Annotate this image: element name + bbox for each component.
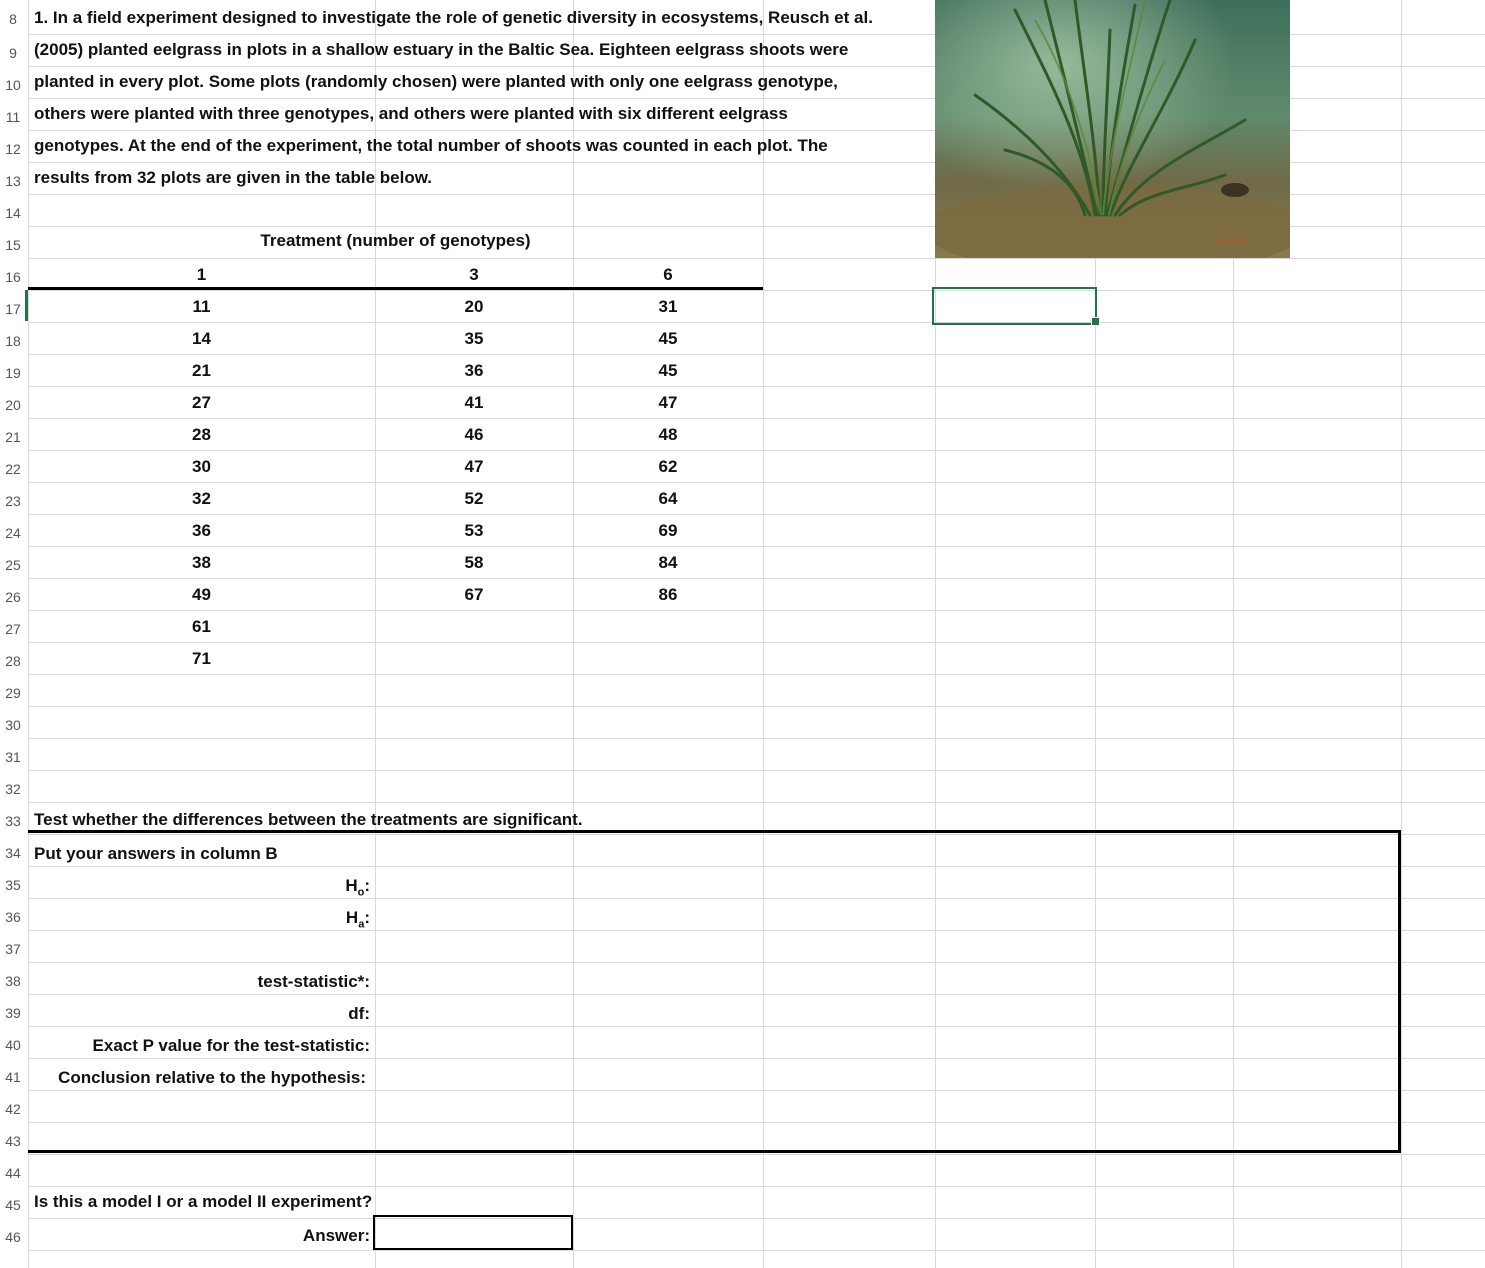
row-number[interactable]: 14 (5, 205, 21, 221)
active-row-indicator (25, 290, 28, 321)
row-number[interactable]: 45 (5, 1197, 21, 1213)
row-number[interactable]: 35 (5, 877, 21, 893)
answer-box-bottom (28, 1150, 1401, 1153)
model-question[interactable]: Is this a model I or a model II experiment? (34, 1192, 373, 1211)
row-number[interactable]: 20 (5, 397, 21, 413)
table-header[interactable]: 1 (196, 265, 207, 284)
row-number[interactable]: 11 (5, 109, 21, 125)
row-number[interactable]: 13 (5, 173, 21, 189)
gridline (28, 450, 1485, 451)
row-number[interactable]: 23 (5, 493, 21, 509)
svg-text:8.6.2007: 8.6.2007 (1217, 237, 1249, 246)
table-cell[interactable]: 53 (464, 521, 484, 540)
gridline (28, 738, 1485, 739)
gridline (28, 1090, 1485, 1091)
gridline (28, 994, 1485, 995)
gridline (28, 802, 1485, 803)
row-number[interactable]: 27 (5, 621, 21, 637)
row-number[interactable]: 10 (5, 77, 21, 93)
eelgrass-photo-icon (935, 0, 1290, 258)
intro-line[interactable]: genotypes. At the end of the experiment, the total number of shoots was counted in each plot. The (34, 136, 828, 155)
test-statistic-label[interactable]: test-statistic*: (257, 972, 370, 991)
row-number[interactable]: 43 (5, 1133, 21, 1149)
intro-line[interactable]: 1. In a field experiment designed to investigate the role of genetic diversity in ecosystems, Reusch et al. (34, 8, 873, 27)
table-cell[interactable]: 64 (658, 489, 678, 508)
gridline (573, 0, 574, 1268)
p-value-label[interactable]: Exact P value for the test-statistic: (92, 1036, 370, 1055)
gridline (28, 1058, 1485, 1059)
answer-label[interactable]: Answer: (302, 1226, 370, 1245)
table-cell[interactable]: 41 (464, 393, 484, 412)
row-number[interactable]: 28 (5, 653, 21, 669)
gridline (28, 354, 1485, 355)
gridline (28, 674, 1485, 675)
row-number[interactable]: 26 (5, 589, 21, 605)
gridline (28, 418, 1485, 419)
table-title[interactable]: Treatment (number of genotypes) (260, 231, 531, 250)
table-cell[interactable]: 27 (192, 393, 211, 412)
row-number[interactable]: 33 (5, 813, 21, 829)
row-number[interactable]: 44 (5, 1165, 21, 1181)
row-number[interactable]: 36 (5, 909, 21, 925)
gridline (28, 1026, 1485, 1027)
table-cell[interactable]: 11 (192, 297, 211, 316)
answer-box-top (28, 830, 1401, 833)
row-number[interactable]: 9 (9, 45, 17, 61)
table-cell[interactable]: 86 (658, 585, 678, 604)
intro-line[interactable]: planted in every plot. Some plots (randomly chosen) were planted with only one eelgrass genotype, (34, 72, 838, 91)
gridline (28, 386, 1485, 387)
table-cell[interactable]: 35 (464, 329, 484, 348)
table-cell[interactable]: 45 (658, 329, 678, 348)
ha-label[interactable]: $H_a$: (345, 908, 370, 931)
table-cell[interactable]: 67 (464, 585, 484, 604)
intro-line[interactable]: results from 32 plots are given in the table below. (34, 168, 433, 187)
table-cell[interactable]: 58 (464, 553, 484, 572)
gridline (28, 642, 1485, 643)
table-cell[interactable]: 38 (192, 553, 211, 572)
row-number[interactable]: 24 (5, 525, 21, 541)
selected-cell[interactable] (932, 287, 1097, 325)
answer-input-cell[interactable] (373, 1215, 573, 1250)
conclusion-label[interactable]: Conclusion relative to the hypothesis: (58, 1068, 366, 1087)
table-cell[interactable]: 36 (464, 361, 484, 380)
gridline (28, 1218, 1485, 1219)
table-cell[interactable]: 48 (658, 425, 678, 444)
row-number[interactable]: 15 (5, 237, 21, 253)
table-cell[interactable]: 36 (192, 521, 211, 540)
header-underline (28, 287, 763, 290)
df-label[interactable]: df: (348, 1004, 370, 1023)
gridline (28, 1122, 1485, 1123)
table-cell[interactable]: 30 (192, 457, 211, 476)
table-cell[interactable]: 32 (192, 489, 211, 508)
gridline (28, 514, 1485, 515)
gridline (1401, 0, 1402, 1268)
row-number[interactable]: 12 (5, 141, 21, 157)
row-number[interactable]: 37 (5, 941, 21, 957)
row-number[interactable]: 40 (5, 1037, 21, 1053)
table-cell[interactable]: 20 (464, 297, 484, 316)
gridline (28, 1250, 1485, 1251)
row-number[interactable]: 21 (5, 429, 21, 445)
table-cell[interactable]: 71 (192, 649, 211, 668)
table-cell[interactable]: 28 (192, 425, 211, 444)
table-cell[interactable]: 69 (658, 521, 678, 540)
table-cell[interactable]: 61 (192, 617, 211, 636)
table-cell[interactable]: 21 (192, 361, 211, 380)
row-number[interactable]: 32 (5, 781, 21, 797)
intro-line[interactable]: (2005) planted eelgrass in plots in a shallow estuary in the Baltic Sea. Eighteen eelgrass shoots were (34, 40, 849, 59)
table-cell[interactable]: 46 (464, 425, 484, 444)
table-header[interactable]: 3 (469, 265, 479, 284)
gridline (28, 834, 1485, 835)
row-number[interactable]: 41 (5, 1069, 21, 1085)
table-cell[interactable]: 52 (464, 489, 484, 508)
table-cell[interactable]: 45 (658, 361, 678, 380)
row-number[interactable]: 42 (5, 1101, 21, 1117)
table-cell[interactable]: 47 (464, 457, 484, 476)
gridline (375, 0, 376, 1268)
gridline (28, 322, 1485, 323)
row-number[interactable]: 19 (5, 365, 21, 381)
gridline (763, 0, 764, 1268)
row-number[interactable]: 30 (5, 717, 21, 733)
table-cell[interactable]: 62 (658, 457, 678, 476)
table-header[interactable]: 6 (663, 265, 673, 284)
row-number[interactable]: 38 (5, 973, 21, 989)
fill-handle[interactable] (1091, 317, 1100, 326)
table-cell[interactable]: 84 (658, 553, 678, 572)
table-cell[interactable]: 31 (658, 297, 678, 316)
gridline (28, 866, 1485, 867)
row-number[interactable]: 25 (5, 557, 21, 573)
row-number[interactable]: 22 (5, 461, 21, 477)
gridline (28, 258, 1485, 259)
h0-label[interactable]: $H_o$: (345, 876, 370, 899)
gridline (28, 482, 1485, 483)
row-number[interactable]: 17 (5, 301, 21, 317)
row-number[interactable]: 39 (5, 1005, 21, 1021)
row-number[interactable]: 46 (5, 1229, 21, 1245)
row-number[interactable]: 18 (5, 333, 21, 349)
instruction-text[interactable]: Put your answers in column B (34, 844, 278, 863)
table-cell[interactable]: 49 (192, 585, 211, 604)
row-number[interactable]: 29 (5, 685, 21, 701)
gridline (28, 290, 1485, 291)
table-cell[interactable]: 14 (192, 329, 211, 348)
row-number[interactable]: 8 (9, 11, 17, 27)
gridline (28, 1154, 1485, 1155)
gridline (28, 578, 1485, 579)
row-number[interactable]: 16 (5, 269, 21, 285)
gridline (28, 610, 1485, 611)
row-number[interactable]: 31 (5, 749, 21, 765)
table-cell[interactable]: 47 (658, 393, 678, 412)
intro-line[interactable]: others were planted with three genotypes, and others were planted with six different eelgrass (34, 104, 788, 123)
gridline (28, 546, 1485, 547)
row-number[interactable]: 34 (5, 845, 21, 861)
question-prompt[interactable]: Test whether the differences between the treatments are significant. (34, 810, 583, 829)
gridline (28, 1186, 1485, 1187)
gridline (28, 770, 1485, 771)
gridline (28, 706, 1485, 707)
eelgrass-photo[interactable] (935, 0, 1290, 258)
gridline (28, 962, 1485, 963)
answer-box-right (1398, 830, 1401, 1153)
